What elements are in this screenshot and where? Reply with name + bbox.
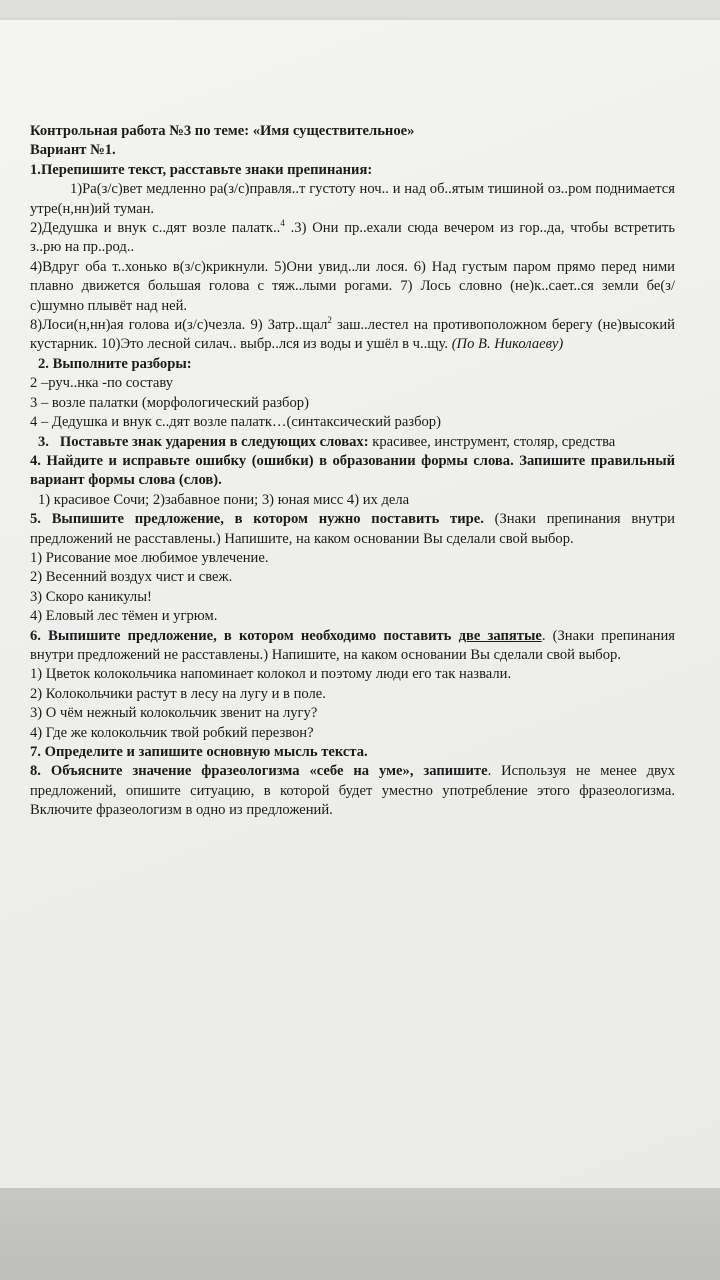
page-title: Контрольная работа №3 по теме: «Имя существительное» (30, 123, 415, 139)
task4-heading: 4. Найдите и исправьте ошибку (ошибки) в образовании формы слова. Запишите правильный вариант формы слова (слов). (30, 452, 675, 489)
task5-option: 3) Скоро каникулы! (30, 588, 152, 605)
table-surface (0, 1188, 720, 1280)
task7-heading: 7. Определите и запишите основную мысль текста. (30, 744, 368, 760)
variant-label: Вариант №1. (30, 142, 116, 159)
task1-heading: 1.Перепишите текст, расставьте знаки препинания: (30, 161, 373, 178)
task1-sentence-4: 8)Лоси(н,нн)ая голова и(з/с)чезла. 9) Затр..щал$^2$ заш..лестел на противоположном берегу (не)высокий кустарник. 10)Это лесной силач.. выбр..лся из воды и ушёл в ч..щу. (По В. Николаеву) (30, 315, 675, 353)
task6-option: 3) О чём нежный колокольчик звенит на лугу? (30, 705, 318, 722)
task2-item: 4 – Дедушка и внук с..дят возле палатк…(синтаксический разбор) (30, 414, 441, 431)
task1-sentence-1: 1)Ра(з/с)вет медленно ра(з/с)правля..т густоту ноч.. и над об..ятым тишиной оз..ром поднимается утре(н,нн)ий туман. (30, 181, 675, 217)
task5-option: 4) Еловый лес тёмен и угрюм. (30, 608, 218, 625)
task2-item: 2 –руч..нка -по составу (30, 375, 174, 392)
task1-sentence-2: 2)Дедушка и внук с..дят возле палатк..$^4$ .3) Они пр..ехали сюда вечером из гор..да, чтобы встретить з..рю на пр..род.. (30, 218, 675, 256)
task2-heading: 2. Выполните разборы: (38, 355, 192, 372)
task8: 8. Объясните значение фразеологизма «себе на уме», запишите. Используя не менее двух предложений, опишите ситуацию, в которой будет уместно употребление этого фразеологизма. Включите фразеологизм в одно из предложений. (30, 763, 675, 819)
task4-items: 1) красивое Сочи; 2)забавное пони; 3) юная мисс 4) их дела (38, 491, 410, 508)
task2-item: 3 – возле палатки (морфологический разбор) (30, 394, 309, 411)
task1-sentence-3: 4)Вдруг оба т..хонько в(з/с)крикнули. 5)Они увид..ли лося. 6) Над густым паром прямо перед ними плавно движется большая голова с тяж..лыми рогами. 7) Лось словно (не)к..сает..ся земли бе(з/с)шумно плывёт над ней. (30, 258, 675, 314)
task6: 6. Выпишите предложение, в котором необходимо поставить две запятые. (Знаки препинания внутри предложений не расставлены.) Напишите, на каком основании Вы сделали свой выбор. (30, 627, 675, 663)
task5: 5. Выпишите предложение, в котором нужно поставить тире. (Знаки препинания внутри предложений не расставлены.) Напишите, на каком основании Вы сделали свой выбор. (30, 511, 675, 547)
task3: 3. Поставьте знак ударения в следующих словах: красивее, инструмент, столяр, средства (38, 433, 616, 450)
task6-option: 2) Колокольчики растут в лесу на лугу и в поле. (30, 685, 326, 702)
task5-option: 1) Рисование мое любимое увлечение. (30, 549, 269, 566)
task5-option: 2) Весенний воздух чист и свеж. (30, 569, 233, 586)
task6-option: 1) Цветок колокольчика напоминает колокол и поэтому люди его так назвали. (30, 666, 512, 683)
document-body (30, 122, 675, 821)
task6-option: 4) Где же колокольчик твой робкий перезвон? (30, 724, 314, 741)
